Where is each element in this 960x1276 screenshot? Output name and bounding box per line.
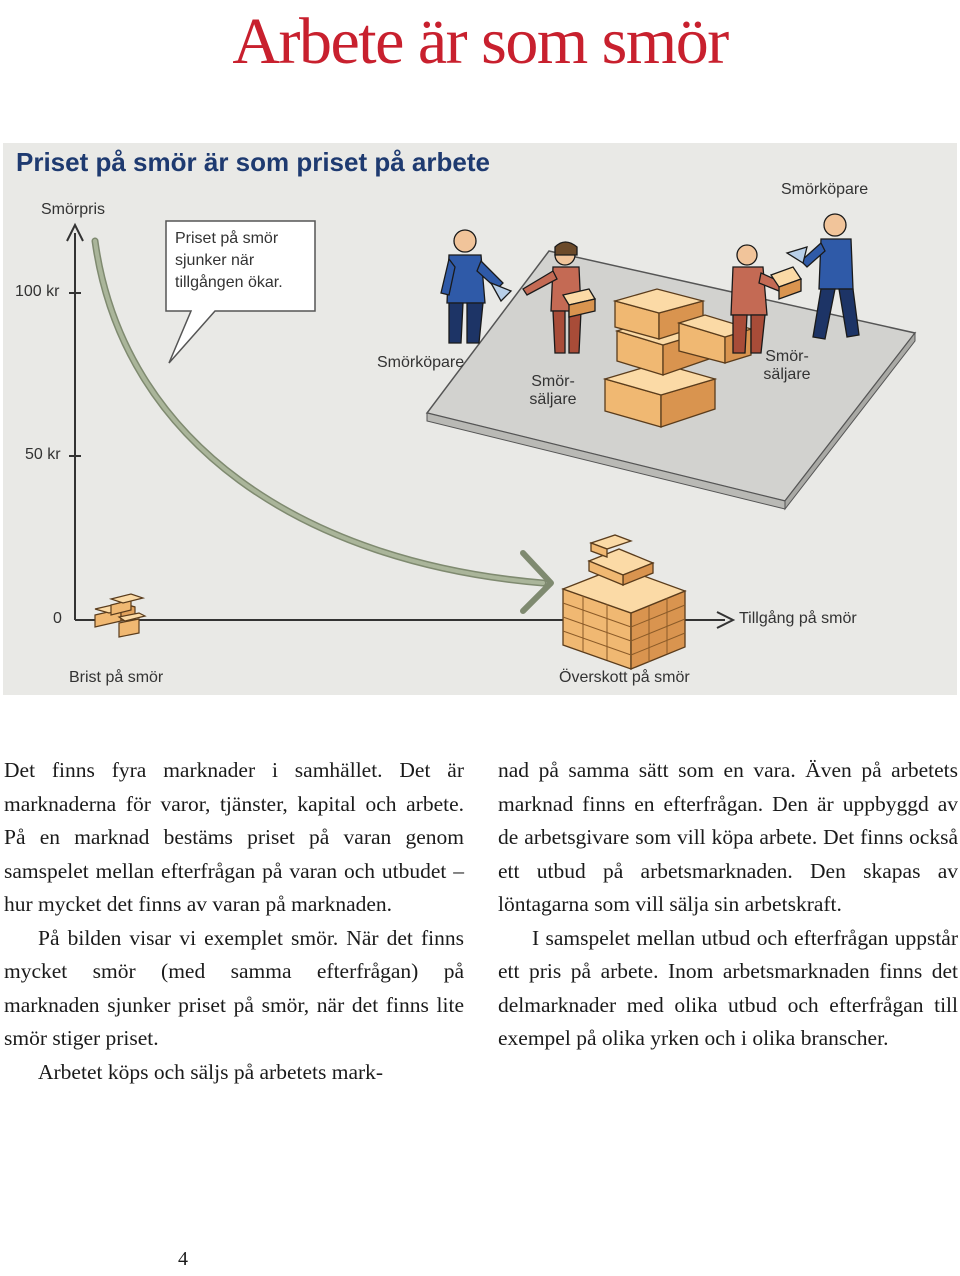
page-number: 4 bbox=[178, 1248, 188, 1270]
y-axis-label: Smörpris bbox=[41, 201, 106, 218]
y-tick-50: 50 kr bbox=[25, 446, 61, 463]
seller-right-label-line1: Smör- bbox=[765, 348, 809, 365]
seller-left-label bbox=[523, 373, 583, 409]
paragraph: Arbetet köps och säljs på arbetets mark- bbox=[38, 1059, 384, 1084]
figure-heading: Priset på smör är som priset på arbete bbox=[16, 147, 490, 177]
y-axis bbox=[67, 225, 83, 620]
x-axis-label: Tillgång på smör bbox=[739, 610, 857, 627]
paragraph: Det finns fyra marknader i samhället. Det är marknaderna för varor, tjänster, kapital och arbete. På en marknad bestäms priset på varan genom samspelet mellan efterfrågan på varan och utbudet – hur mycket det finns av varan på marknaden. bbox=[4, 758, 464, 916]
seller-left-label-line2: säljare bbox=[529, 391, 577, 408]
y-tick-100: 100 kr bbox=[15, 283, 60, 300]
butter-market-figure bbox=[3, 143, 957, 695]
page-title: Arbete är som smör bbox=[232, 5, 728, 78]
text-column-right bbox=[498, 754, 958, 1056]
large-butter-stack-icon bbox=[563, 535, 685, 669]
text-column-left bbox=[4, 754, 464, 1089]
seller-right-label bbox=[757, 348, 817, 384]
paragraph: nad på samma sätt som en vara. Även på arbetets marknad finns en efterfrågan. Den är uppbyggd av de arbetsgivare som vill köpa arbete. Det finns också ett utbud på arbetsmarknaden. Den skapas av löntagarna som vill sälja sin arbetskraft. bbox=[498, 758, 958, 916]
seller-right-label-line2: säljare bbox=[763, 366, 811, 383]
y-tick-0: 0 bbox=[53, 610, 62, 627]
surplus-label: Överskott på smör bbox=[559, 669, 690, 686]
paragraph: På bilden visar vi exemplet smör. När det finns mycket smör (med samma efterfrågan) på marknaden sjunker priset på smör, när det finns lite smör stiger priset. bbox=[4, 925, 464, 1050]
bubble-text: Priset på smör sjunker när tillgången ökar. bbox=[175, 230, 283, 291]
buyer-right-label: Smörköpare bbox=[781, 181, 869, 198]
buyer-left-label: Smörköpare bbox=[377, 354, 465, 371]
seller-left-label-line1: Smör- bbox=[531, 373, 575, 390]
small-butter-pile-icon bbox=[95, 594, 145, 637]
shortage-label: Brist på smör bbox=[69, 669, 164, 686]
paragraph: I samspelet mellan utbud och efterfrågan uppstår ett pris på arbete. Inom arbetsmarknaden finns det delmarknader med olika utbud och efterfrågan till exempel på olika yrken och i olika branscher. bbox=[498, 925, 958, 1050]
